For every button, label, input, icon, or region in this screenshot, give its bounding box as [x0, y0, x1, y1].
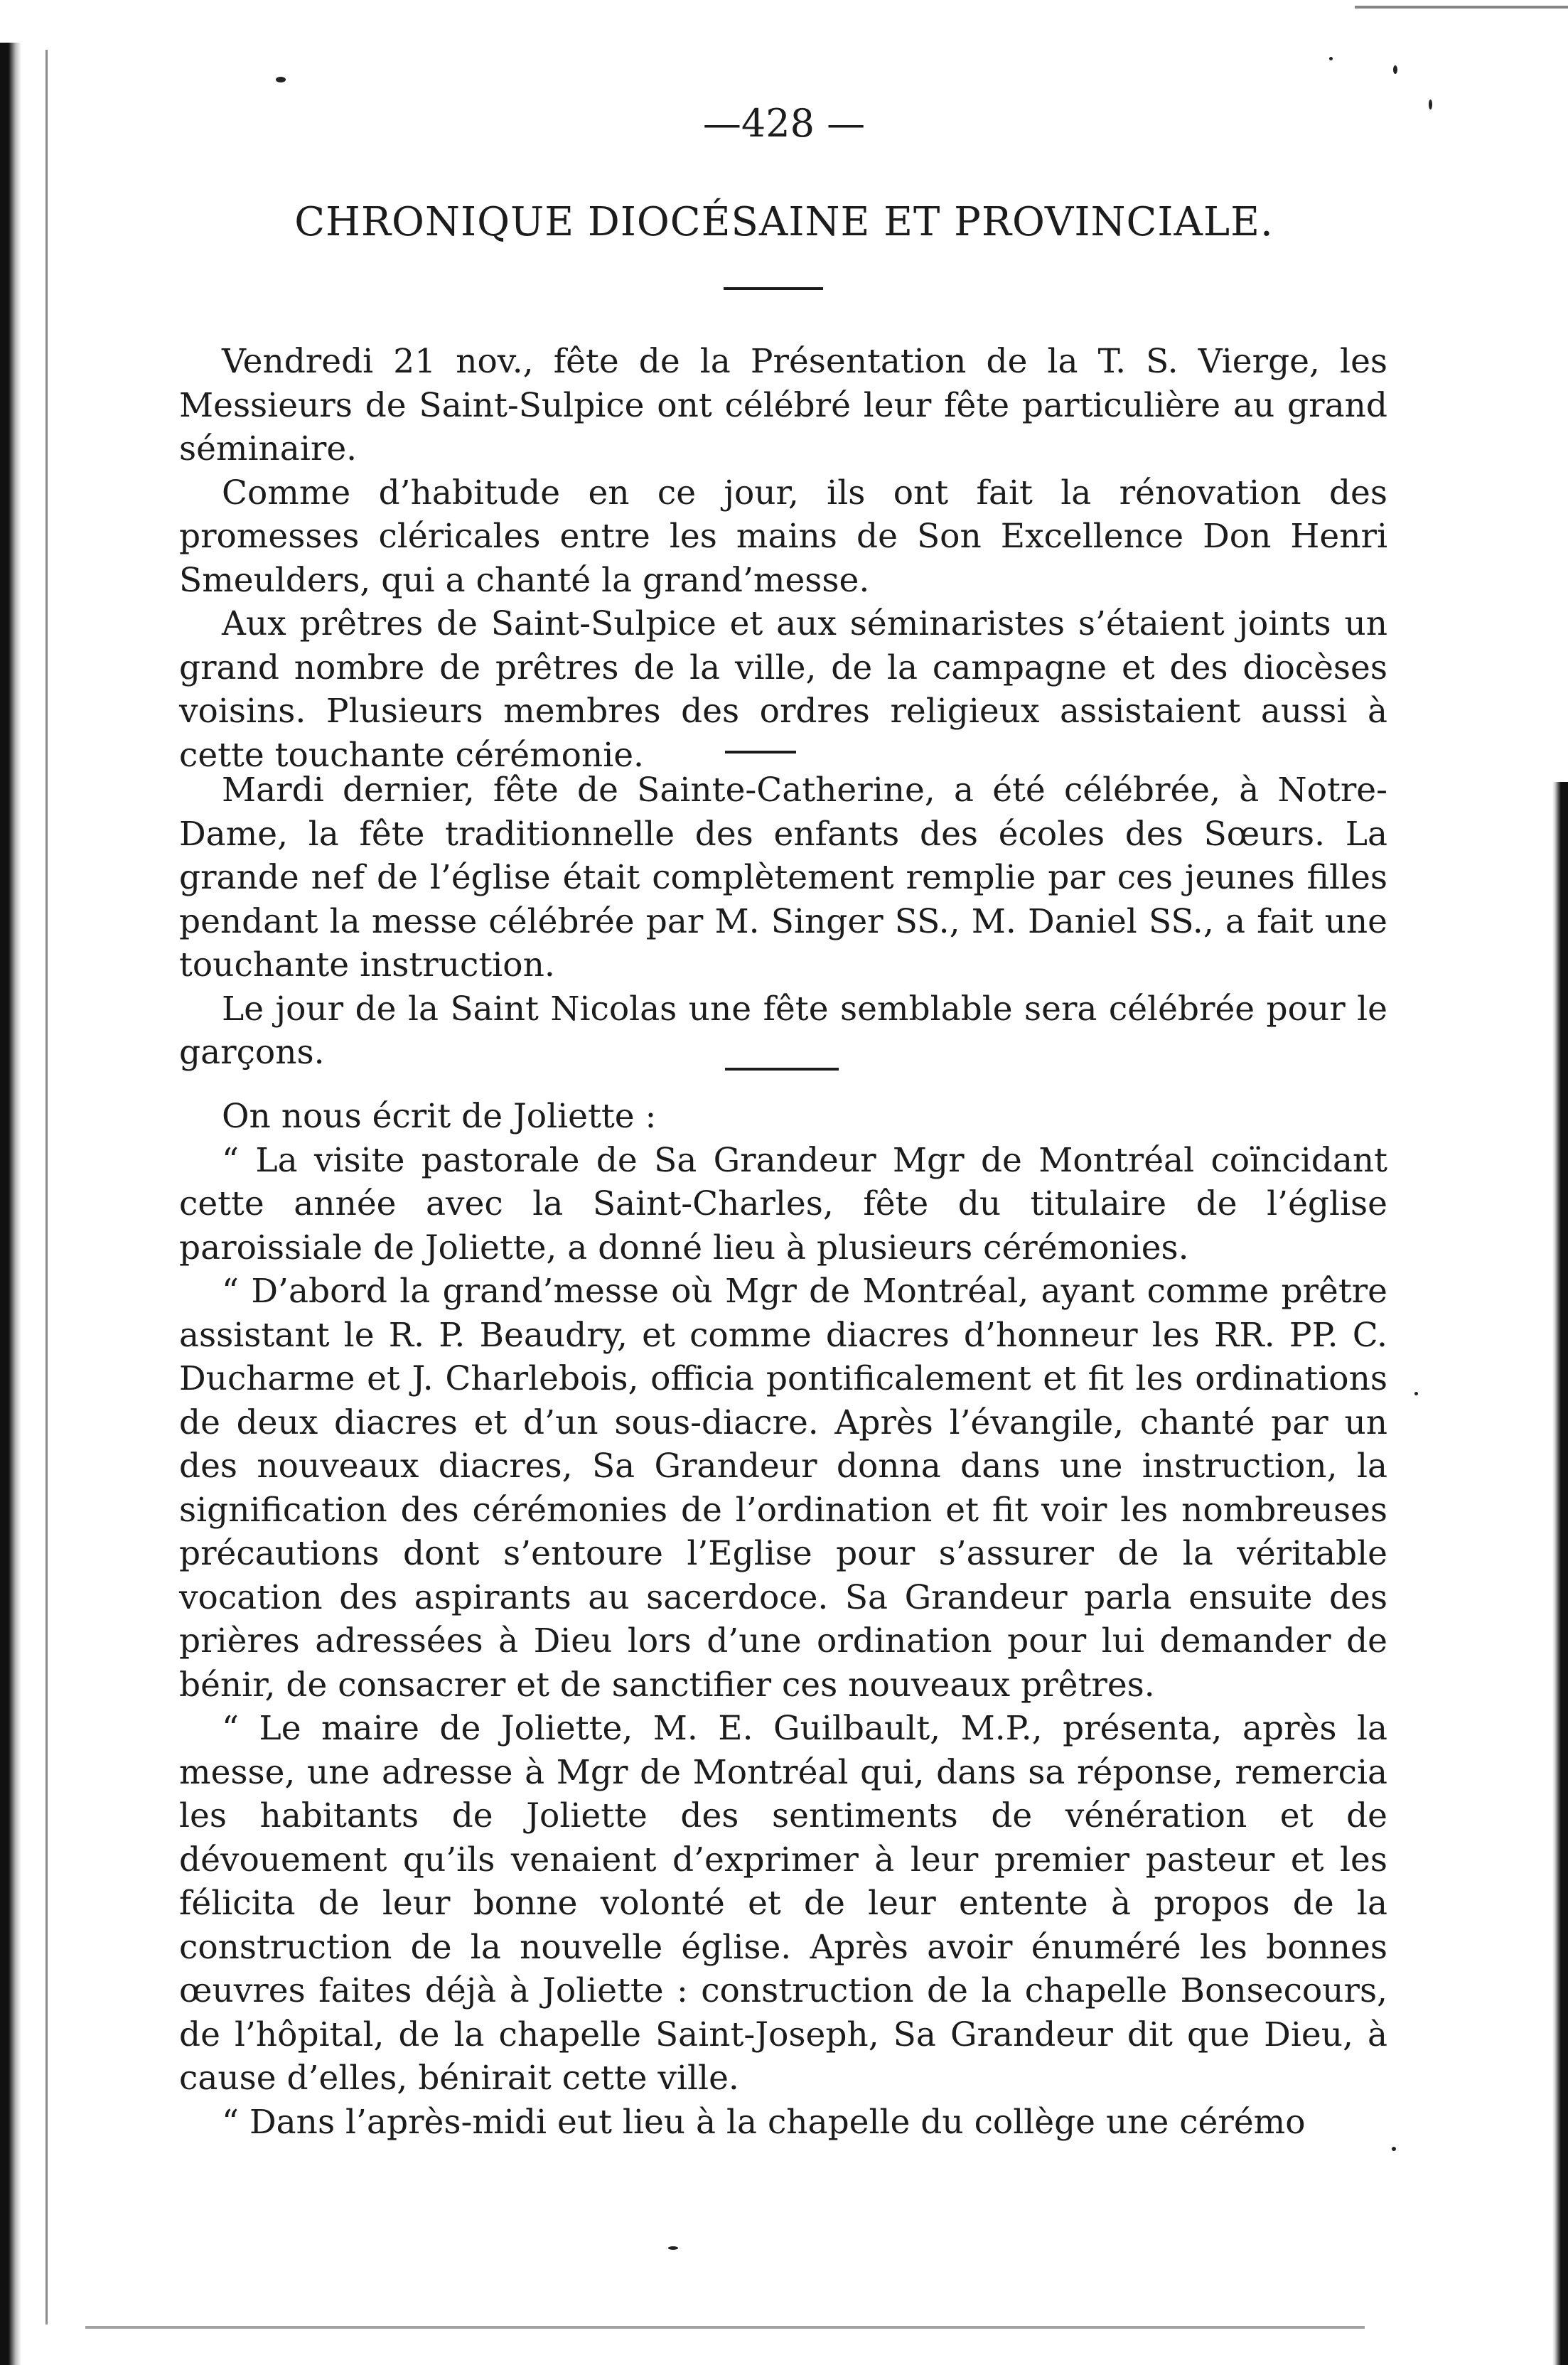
scan-speck — [1414, 1392, 1418, 1395]
paragraph: “ D’abord la grand’messe où Mgr de Montréal, ayant comme prêtre assistant le R. P. Beaudry, et comme diacres d’honneur les RR. PP. C. Ducharme et J. Charlebois, officia pontificalement et fit les ordinations de deux diacres et d’un sous-diacre. Après l’évangile, chanté par un des nouveaux diacres, Sa Grandeur donna dans une instruction, la signification des cérémonies de l’ordination et fit voir les nombreuses précautions dont s’entoure l’Eglise pour s’assurer de la véritable vocation des aspirants au sacerdoce. Sa Grandeur parla ensuite des prières adressées à Dieu lors d’une ordination pour lui demander de bénir, de consacrer et de sanctifier ces nouveaux prêtres. — [179, 1272, 1387, 1705]
paragraph: Comme d’habitude en ce jour, ils ont fait la rénovation des promesses cléricales entre les mains de Son Excellence Don Henri Smeulders, qui a chanté la grand’messe. — [179, 473, 1387, 600]
section-rule — [725, 751, 796, 754]
section-3 — [179, 1095, 1387, 2144]
bottom-edge-mark — [85, 2326, 1365, 2329]
paragraph: Vendredi 21 nov., fête de la Présentation de la T. S. Vierge, les Messieurs de Saint-Sulpice ont célébré leur fête particulière au grand séminaire. — [179, 342, 1387, 468]
paragraph: Mardi dernier, fête de Sainte-Catherine, a été célébrée, à Notre-Dame, la fête traditionnelle des enfants des écoles des Sœurs. La grande nef de l’église était complètement remplie par ces jeunes filles pendant la messe célébrée par M. Singer SS., M. Daniel SS., a fait une touchante instruction. — [179, 771, 1387, 985]
page-number: —428 — — [702, 101, 866, 146]
scan-speck — [1392, 2147, 1396, 2151]
binding-shadow-line — [45, 50, 48, 2324]
binding-edge — [0, 43, 21, 2365]
paragraph: Aux prêtres de Saint-Sulpice et aux séminaristes s’étaient joints un grand nombre de prêtres de la ville, de la campagne et des diocèses voisins. Plusieurs membres des ordres religieux assistaient aussi à cette touchante cérémonie. — [179, 604, 1387, 775]
top-edge-mark — [1355, 6, 1568, 9]
paragraph: “ Le maire de Joliette, M. E. Guilbault, M.P., présenta, après la messe, une adresse à Mgr de Montréal qui, dans sa réponse, remercia les habitants de Joliette des sentiments de vénération et de dévouement qu’ils venaient d’exprimer à leur premier pasteur et les félicita de leur bonne volonté et de leur entente à propos de la construction de la nouvelle église. Après avoir énuméré les bonnes œuvres faites déjà à Joliette : construction de la chapelle Bonsecours, de l’hôpital, de la chapelle Saint-Joseph, Sa Grandeur dit que Dieu, à cause d’elles, bénirait cette ville. — [179, 1709, 1387, 2098]
scan-speck — [1393, 65, 1397, 74]
page-heading: CHRONIQUE DIOCÉSAINE ET PROVINCIALE. — [294, 199, 1274, 245]
section-rule — [725, 1068, 839, 1071]
scan-speck — [668, 2246, 678, 2250]
paragraph: On nous écrit de Joliette : — [222, 1097, 657, 1136]
right-scan-edge — [1552, 782, 1568, 2365]
paragraph: “ La visite pastorale de Sa Grandeur Mgr de Montréal coïncidant cette année avec la Saint-Charles, fête du titulaire de l’église paroissiale de Joliette, a donné lieu à plusieurs cérémonies. — [179, 1140, 1387, 1267]
section-rule — [724, 287, 823, 290]
section-1 — [179, 340, 1387, 777]
paragraph: Le jour de la Saint Nicolas une fête semblable sera célébrée pour le garçons. — [179, 989, 1387, 1072]
scan-speck — [276, 77, 286, 82]
paragraph: “ Dans l’après-midi eut lieu à la chapelle du collège une cérémo — [222, 2102, 1306, 2142]
scan-speck — [1329, 57, 1333, 60]
section-2 — [179, 768, 1387, 1075]
